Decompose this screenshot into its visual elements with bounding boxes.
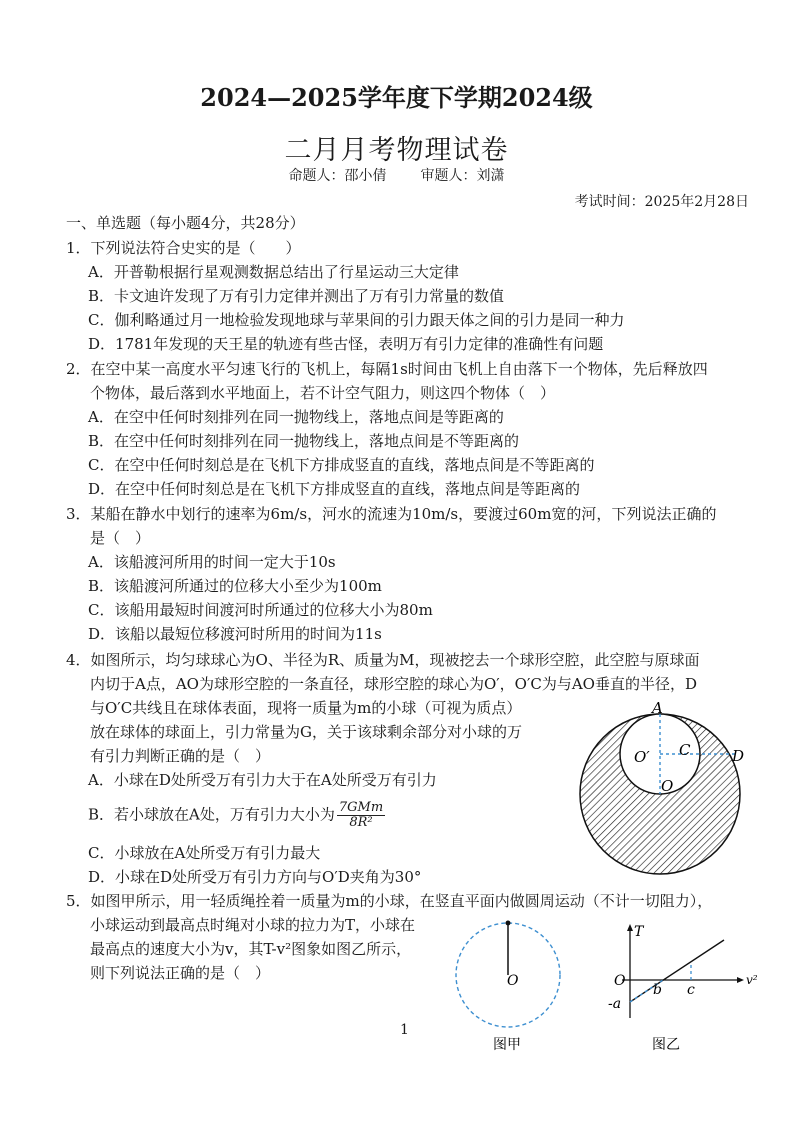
point-a-label: A: [652, 700, 663, 717]
exam-title: 2024—2025学年度下学期2024级: [200, 83, 593, 112]
q3-option-d: D．该船以最短位移渡河时所用的时间为11s: [88, 625, 382, 643]
author-line: [0, 165, 793, 185]
q4-option-c: C．小球放在A处所受万有引力最大: [88, 844, 321, 862]
t-axis-label: T: [634, 924, 644, 940]
point-o-prime-label: O′: [634, 748, 650, 766]
q1-stem: 1．下列说法符合史实的是（ ）: [66, 239, 301, 257]
q5-stem-line3: 最高点的速度大小为v，其T-v²图象如图乙所示，: [90, 940, 412, 958]
neg-a-label: -a: [608, 996, 622, 1012]
point-d-label: D: [732, 747, 745, 765]
q4-option-b-text: B．若小球放在A处，万有引力大小为: [88, 805, 335, 824]
q3-option-c: C．该船用最短时间渡河时所通过的位移大小为80m: [88, 601, 433, 619]
q3-option-a: A．该船渡河所用的时间一定大于10s: [88, 553, 336, 571]
fraction-denominator: 8R²: [349, 815, 373, 830]
v2-axis-arrow: [737, 977, 744, 983]
q4-option-b-fraction: [337, 801, 385, 830]
q5-stem-line4: 则下列说法正确的是（ ）: [90, 964, 271, 982]
b-label: b: [653, 982, 662, 998]
q4-stem-line1: 4．如图所示，均匀球球心为O、半径为R、质量为M，现被挖去一个球形空腔，此空腔与原球面: [66, 651, 700, 669]
q1-option-a: A．开普勒根据行星观测数据总结出了行星运动三大定律: [88, 263, 459, 281]
point-c-label: C: [679, 741, 691, 759]
reviewer: 审题人：刘潇: [420, 168, 505, 184]
q5-figure-yi: [600, 918, 770, 1058]
q5-stem-line2: 小球运动到最高点时绳对小球的拉力为T，小球在: [90, 916, 416, 934]
t-v2-line: [630, 940, 724, 1002]
center-o-label: O: [507, 973, 519, 989]
q3-stem-line2: 是（ ）: [90, 529, 151, 547]
fraction-numerator: 7GMm: [338, 800, 384, 815]
t-axis-arrow: [627, 924, 633, 931]
point-o-label: O: [661, 777, 674, 795]
author: 命题人：邵小倩: [288, 168, 387, 184]
figure-jia-label: 图甲: [493, 1037, 521, 1053]
section-title: 一、单选题（每小题4分，共28分）: [66, 214, 305, 232]
origin-label: O: [614, 973, 626, 989]
q4-stem-line2: 内切于A点，AO为球形空腔的一条直径，球形空腔的球心为O′，O′C为与AO垂直的半径，D: [90, 675, 698, 693]
q4-stem-line4: 放在球体的球面上，引力常量为G，关于该球剩余部分对小球的万: [90, 723, 522, 741]
q3-option-b: B．该船渡河所通过的位移大小至少为100m: [88, 577, 382, 595]
q4-sphere-figure: [572, 700, 772, 880]
q4-option-b: [88, 801, 385, 830]
q2-stem-line1: 2．在空中某一高度水平匀速飞行的飞机上，每隔1s时间由飞机上自由落下一个物体，先后释放四: [66, 360, 708, 378]
q4-stem-line3: 与O′C共线且在球体表面，现将一质量为m的小球（可视为质点）: [90, 699, 522, 717]
q3-stem-line1: 3．某船在静水中划行的速率为6m/s，河水的流速为10m/s，要渡过60m宽的河，下列说法正确的: [66, 505, 717, 523]
q4-option-a: A．小球在D处所受万有引力大于在A处所受万有引力: [88, 771, 437, 789]
q4-option-d: D．小球在D处所受万有引力方向与O′D夹角为30°: [88, 868, 422, 886]
exam-time: 考试时间：2025年2月28日: [574, 194, 749, 210]
q2-option-c: C．在空中任何时刻总是在飞机下方排成竖直的直线，落地点间是不等距离的: [88, 456, 595, 474]
q2-option-a: A．在空中任何时刻排列在同一抛物线上，落地点间是等距离的: [88, 408, 504, 426]
exam-subtitle: 二月月考物理试卷: [284, 135, 509, 166]
v2-axis-label: v²: [746, 973, 758, 987]
q5-stem-line1: 5．如图甲所示，用一轻质绳拴着一质量为m的小球，在竖直平面内做圆周运动（不计一切阻力），: [66, 892, 713, 910]
q2-stem-line2: 个物体，最后落到水平地面上，若不计空气阻力，则这四个物体（ ）: [90, 384, 556, 402]
q5-figure-jia: [448, 915, 568, 1055]
page-number: 1: [400, 1022, 409, 1038]
q4-stem-line5: 有引力判断正确的是（ ）: [90, 747, 271, 765]
ball-point: [506, 921, 511, 926]
q1-option-c: C．伽利略通过月一地检验发现地球与苹果间的引力跟天体之间的引力是同一种力: [88, 311, 625, 329]
q1-option-b: B．卡文迪许发现了万有引力定律并测出了万有引力常量的数值: [88, 287, 505, 305]
figure-yi-label: 图乙: [652, 1037, 680, 1053]
q2-option-d: D．在空中任何时刻总是在飞机下方排成竖直的直线，落地点间是等距离的: [88, 480, 581, 498]
q2-option-b: B．在空中任何时刻排列在同一抛物线上，落地点间是不等距离的: [88, 432, 520, 450]
c-label: c: [687, 982, 695, 998]
q1-option-d: D．1781年发现的天王星的轨迹有些古怪，表明万有引力定律的准确性有问题: [88, 335, 604, 353]
